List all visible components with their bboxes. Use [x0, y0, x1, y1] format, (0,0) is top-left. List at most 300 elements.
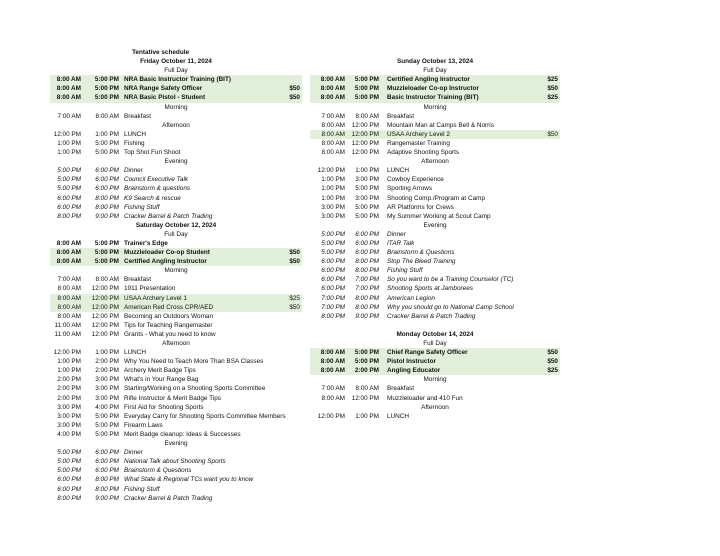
session-title: Rifle Instructor & Merit Badge Tips [124, 394, 221, 402]
session-title: Breakfast [387, 385, 414, 393]
schedule-row [310, 257, 560, 266]
session-title: Stop The Bleed Training [387, 258, 456, 266]
day-heading [50, 57, 302, 66]
schedule-row [50, 148, 302, 157]
price: $50 [289, 94, 300, 102]
schedule-row [50, 475, 302, 484]
end-time: 5:00 PM [95, 412, 119, 420]
price: $50 [547, 349, 558, 357]
start-time: 6:00 PM [321, 276, 345, 284]
section-label: Afternoon [421, 158, 449, 166]
section-label: Evening [164, 440, 188, 448]
section-heading [50, 66, 302, 75]
schedule-row [50, 194, 302, 203]
section-label: Evening [164, 158, 188, 166]
schedule-row [50, 75, 302, 84]
section-label: Full Day [164, 230, 188, 238]
schedule-row [310, 239, 560, 248]
session-title: NRA Basic Instructor Training (BIT) [124, 76, 231, 84]
end-time: 5:00 PM [354, 94, 379, 102]
start-time: 1:00 PM [321, 194, 345, 202]
end-time: 5:00 PM [94, 85, 119, 93]
schedule-row [50, 284, 302, 293]
session-title: Fishing Stuff [387, 267, 423, 275]
schedule-row [50, 421, 302, 430]
schedule-row [310, 357, 560, 366]
heading-text: Sunday October 13, 2024 [396, 58, 473, 66]
start-time: 6:00 PM [321, 258, 345, 266]
schedule-row [310, 284, 560, 293]
schedule-row [310, 212, 560, 221]
heading-text: Monday October 14, 2024 [396, 330, 474, 338]
start-time: 8:00 AM [57, 312, 81, 320]
section-label: Afternoon [162, 340, 190, 347]
schedule-row [310, 130, 560, 139]
schedule-row [50, 203, 302, 212]
section-heading [310, 375, 560, 384]
end-time: 8:00 AM [355, 112, 379, 120]
start-time: 8:00 AM [56, 258, 81, 266]
session-title: Breakfast [387, 112, 414, 120]
section-label: Full Day [164, 67, 188, 75]
start-time: 8:00 AM [321, 149, 345, 157]
schedule-row [310, 175, 560, 184]
end-time: 5:00 PM [354, 349, 379, 357]
end-time: 7:00 PM [355, 285, 379, 293]
end-time: 8:00 PM [95, 476, 119, 484]
end-time: 6:00 PM [95, 458, 119, 466]
schedule-row [50, 403, 302, 412]
session-title: NRA Range Safety Officer [124, 85, 203, 93]
session-title: LUNCH [124, 130, 147, 138]
schedule-row [50, 212, 302, 221]
end-time: 5:00 PM [94, 94, 119, 102]
start-time: 3:00 PM [57, 403, 81, 411]
start-time: 5:00 PM [57, 467, 81, 475]
start-time: 1:00 PM [321, 176, 345, 184]
end-time: 5:00 PM [354, 85, 379, 93]
section-heading [310, 103, 560, 112]
start-time: 6:00 PM [57, 203, 81, 211]
session-title: Why You Need to Teach More Than BSA Classes [124, 358, 264, 366]
schedule-row [310, 84, 560, 93]
session-title: First Aid for Shooting Sports [124, 403, 204, 411]
price: $50 [547, 358, 558, 366]
session-title: Fishing Stuff [124, 485, 160, 493]
start-time: 5:00 PM [321, 239, 345, 247]
end-time: 12:00 PM [91, 312, 119, 320]
schedule-row [310, 148, 560, 157]
session-title: Cracker Barrel & Patch Trading [387, 312, 476, 320]
session-title: AR Platforms for Crews [387, 203, 454, 211]
session-title: Adaptive Shooting Sports [387, 149, 460, 157]
price: $25 [547, 76, 558, 84]
session-title: NRA Basic Pistol - Student [124, 94, 206, 102]
schedule-row [310, 75, 560, 84]
start-time: 8:00 AM [56, 76, 81, 84]
end-time: 8:00 PM [355, 267, 379, 275]
schedule-row [50, 466, 302, 475]
schedule-row [50, 357, 302, 366]
section-label: Morning [164, 103, 188, 111]
schedule-row [50, 257, 302, 266]
schedule-row [50, 93, 302, 102]
start-time: 1:00 PM [57, 358, 81, 366]
end-time: 12:00 PM [351, 121, 379, 129]
start-time: 12:00 PM [53, 130, 81, 138]
start-time: 2:00 PM [57, 376, 81, 384]
start-time: 11:00 AM [54, 330, 81, 338]
section-label: Full Day [423, 340, 447, 347]
session-title: Firearm Laws [124, 421, 163, 429]
start-time: 8:00 AM [320, 349, 345, 357]
session-title: Cowboy Experience [387, 176, 444, 184]
start-time: 5:00 PM [57, 458, 81, 466]
schedule-row [50, 184, 302, 193]
end-time: 12:00 PM [351, 130, 379, 138]
schedule-row [50, 430, 302, 439]
session-title: Pistol Instructor [387, 358, 437, 366]
start-time: 2:00 PM [57, 394, 81, 402]
schedule-row [310, 366, 560, 375]
schedule-row [310, 139, 560, 148]
end-time: 6:00 PM [95, 185, 119, 193]
session-title: So you want to be a Training Counselor (TC) [387, 276, 514, 284]
start-time: 1:00 PM [321, 185, 345, 193]
session-title: Trainer's Edge [124, 239, 168, 247]
day-heading [310, 57, 560, 66]
start-time: 8:00 AM [321, 394, 345, 402]
start-time: 6:00 PM [321, 285, 345, 293]
price: $50 [547, 85, 558, 93]
session-title: Becoming an Outdoors Woman [124, 312, 214, 320]
schedule-row [310, 275, 560, 284]
schedule-row [310, 194, 560, 203]
end-time: 8:00 PM [355, 303, 379, 311]
end-time: 6:00 PM [95, 167, 119, 175]
start-time: 8:00 AM [320, 358, 345, 366]
schedule-row [310, 394, 560, 403]
start-time: 8:00 PM [321, 312, 345, 320]
end-time: 5:00 PM [95, 430, 119, 438]
session-title: Fishing [124, 139, 145, 147]
start-time: 8:00 AM [56, 94, 81, 102]
schedule-row [310, 348, 560, 357]
session-title: Chief Range Safety Officer [387, 349, 468, 357]
start-time: 8:00 AM [320, 94, 345, 102]
session-title: Brainstorm & questions [124, 185, 191, 193]
end-time: 5:00 PM [355, 212, 379, 220]
session-title: Angling Educator [387, 367, 441, 375]
schedule-row [50, 375, 302, 384]
start-time: 8:00 PM [57, 494, 81, 502]
session-title: Grants - What you need to know [124, 330, 216, 338]
schedule-row [310, 230, 560, 239]
session-title: Starting/Working on a Shooting Sports Committee [124, 385, 266, 393]
end-time: 1:00 PM [355, 167, 379, 175]
end-time: 2:00 PM [95, 367, 119, 375]
section-heading [310, 403, 560, 412]
schedule-row [50, 112, 302, 121]
price: $50 [289, 249, 300, 257]
section-heading [50, 103, 302, 112]
end-time: 6:00 PM [355, 239, 379, 247]
session-title: Everyday Carry for Shooting Sports Committee Members [124, 412, 286, 420]
session-title: LUNCH [387, 412, 410, 420]
session-title: Certified Angling Instructor [124, 258, 207, 266]
session-title: What State & Regional TCs want you to know [124, 476, 254, 484]
end-time: 5:00 PM [355, 185, 379, 193]
session-title: American Legion [387, 294, 435, 302]
start-time: 11:00 AM [54, 321, 81, 329]
section-label: Afternoon [162, 121, 190, 129]
start-time: 7:00 AM [321, 112, 345, 120]
schedule-row [310, 248, 560, 257]
schedule-row [50, 303, 302, 312]
schedule-row [50, 175, 302, 184]
start-time: 8:00 AM [321, 121, 345, 129]
start-time: 6:00 PM [321, 267, 345, 275]
heading-text: Saturday October 12, 2024 [135, 221, 217, 229]
end-time: 1:00 PM [355, 412, 379, 420]
session-title: Muzzleloader Co-op Instructor [387, 85, 479, 93]
start-time: 8:00 AM [321, 130, 345, 138]
heading-text: Tentative schedule [132, 49, 190, 56]
end-time: 8:00 PM [355, 294, 379, 302]
friday-saturday-column [50, 48, 302, 503]
section-label: Morning [164, 267, 188, 275]
price: $50 [547, 130, 558, 138]
start-time: 8:00 AM [320, 367, 345, 375]
end-time: 3:00 PM [95, 385, 119, 393]
end-time: 3:00 PM [355, 194, 379, 202]
start-time: 3:00 PM [321, 203, 345, 211]
sunday-monday-column [310, 48, 560, 421]
end-time: 1:00 PM [95, 349, 119, 357]
schedule-row [50, 448, 302, 457]
spacer [310, 48, 560, 57]
end-time: 5:00 PM [95, 139, 119, 147]
section-heading [50, 157, 302, 166]
start-time: 8:00 AM [56, 249, 81, 257]
price: $25 [289, 294, 300, 302]
end-time: 5:00 PM [95, 421, 119, 429]
end-time: 6:00 PM [95, 176, 119, 184]
start-time: 8:00 AM [57, 285, 81, 293]
start-time: 8:00 AM [57, 294, 81, 302]
start-time: 8:00 AM [56, 85, 81, 93]
schedule-row [50, 366, 302, 375]
end-time: 5:00 PM [94, 76, 119, 84]
end-time: 9:00 PM [95, 212, 119, 220]
start-time: 5:00 PM [57, 449, 81, 457]
start-time: 7:00 PM [321, 303, 345, 311]
schedule-row [310, 203, 560, 212]
session-title: Mountain Man at Camps Bell & Norris [387, 121, 494, 129]
start-time: 7:00 AM [57, 276, 81, 284]
schedule-row [50, 494, 302, 503]
start-time: 12:00 PM [53, 349, 81, 357]
price: $50 [289, 85, 300, 93]
schedule-row [50, 166, 302, 175]
session-title: Cracker Barrel & Patch Trading [124, 212, 213, 220]
start-time: 3:00 PM [57, 412, 81, 420]
end-time: 6:00 PM [95, 467, 119, 475]
day-heading [50, 221, 302, 230]
end-time: 12:00 PM [351, 149, 379, 157]
start-time: 8:00 AM [320, 76, 345, 84]
schedule-row [310, 112, 560, 121]
end-time: 8:00 PM [355, 258, 379, 266]
section-label: Morning [423, 103, 447, 111]
schedule-row [310, 184, 560, 193]
session-title: Basic Instructor Training (BIT) [387, 94, 479, 102]
schedule-row [310, 312, 560, 321]
session-title: Merit Badge cleanup: Ideas & Successes [124, 430, 241, 438]
start-time: 2:00 PM [57, 385, 81, 393]
start-time: 8:00 AM [57, 303, 81, 311]
session-title: 1911 Presentation [124, 285, 176, 293]
schedule-row [310, 384, 560, 393]
start-time: 4:00 PM [57, 430, 81, 438]
session-title: USAA Archery Level 2 [387, 130, 450, 138]
end-time: 3:00 PM [95, 394, 119, 402]
start-time: 8:00 AM [56, 239, 81, 247]
session-title: Certified Angling Instructor [387, 76, 470, 84]
schedule-row [50, 384, 302, 393]
start-time: 3:00 PM [321, 212, 345, 220]
end-time: 5:00 PM [95, 149, 119, 157]
session-title: What's in Your Range Bag [124, 376, 199, 384]
session-title: Muzzleloader Co-op Student [124, 249, 210, 257]
session-title: American Red Cross CPR/AED [124, 303, 214, 311]
section-heading [310, 339, 560, 348]
schedule-row [310, 93, 560, 102]
start-time: 1:00 PM [57, 367, 81, 375]
section-heading [310, 221, 560, 230]
end-time: 12:00 PM [91, 294, 119, 302]
session-title: Why you should go to National Camp School [387, 303, 514, 311]
schedule-row [310, 294, 560, 303]
section-heading [50, 339, 302, 348]
end-time: 1:00 PM [95, 130, 119, 138]
session-title: K9 Search & rescue [124, 194, 181, 202]
end-time: 2:00 PM [354, 367, 379, 375]
schedule-row [50, 239, 302, 248]
start-time: 7:00 AM [321, 385, 345, 393]
schedule-row [310, 412, 560, 421]
session-title: USAA Archery Level 1 [124, 294, 187, 302]
price: $50 [289, 258, 300, 266]
document-title [50, 48, 302, 57]
schedule-row [50, 457, 302, 466]
start-time: 1:00 PM [57, 139, 81, 147]
start-time: 7:00 AM [57, 112, 81, 120]
section-heading [310, 66, 560, 75]
schedule-row [50, 130, 302, 139]
section-label: Afternoon [421, 403, 449, 411]
section-heading [310, 157, 560, 166]
end-time: 5:00 PM [354, 358, 379, 366]
schedule-row [50, 348, 302, 357]
session-title: Dinner [124, 167, 143, 175]
session-title: Breakfast [124, 112, 151, 120]
end-time: 8:00 AM [355, 385, 379, 393]
session-title: Fishing Stuff [124, 203, 160, 211]
start-time: 8:00 PM [57, 212, 81, 220]
start-time: 1:00 PM [57, 149, 81, 157]
schedule-row [50, 312, 302, 321]
end-time: 6:00 PM [355, 249, 379, 257]
end-time: 5:00 PM [94, 258, 119, 266]
end-time: 12:00 PM [351, 139, 379, 147]
heading-text: Friday October 11, 2024 [140, 58, 212, 66]
schedule-row [50, 248, 302, 257]
day-heading [310, 330, 560, 339]
section-label: Evening [423, 221, 447, 229]
section-heading [50, 266, 302, 275]
schedule-row [310, 166, 560, 175]
session-title: Top Shot Fun Shoot [124, 149, 181, 157]
end-time: 9:00 PM [95, 494, 119, 502]
end-time: 12:00 PM [351, 394, 379, 402]
session-title: Muzzleloader and 410 Fun [387, 394, 463, 402]
end-time: 3:00 PM [355, 176, 379, 184]
spacer [310, 321, 560, 330]
session-title: Sporting Arrows [387, 185, 433, 193]
start-time: 8:00 AM [320, 85, 345, 93]
price: $50 [289, 303, 300, 311]
session-title: Rangemaster Training [387, 139, 450, 147]
start-time: 5:00 PM [57, 167, 81, 175]
price: $25 [547, 94, 558, 102]
session-title: ITAR Talk [387, 239, 415, 247]
schedule-row [50, 139, 302, 148]
end-time: 8:00 PM [95, 203, 119, 211]
schedule-row [50, 321, 302, 330]
schedule-row [310, 303, 560, 312]
end-time: 7:00 PM [355, 276, 379, 284]
start-time: 6:00 PM [57, 476, 81, 484]
session-title: LUNCH [124, 349, 147, 357]
session-title: Shooting Comp./Program at Camp [387, 194, 486, 202]
section-label: Full Day [423, 67, 447, 75]
start-time: 5:00 PM [321, 230, 345, 238]
start-time: 5:00 PM [57, 185, 81, 193]
section-label: Morning [423, 376, 447, 384]
session-title: My Summer Working at Scout Camp [387, 212, 491, 220]
price: $25 [547, 367, 558, 375]
end-time: 12:00 PM [91, 330, 119, 338]
session-title: Shooting Sports at Jamborees [387, 285, 473, 293]
section-heading [50, 230, 302, 239]
end-time: 8:00 PM [95, 194, 119, 202]
session-title: Cracker Barrel & Patch Trading [124, 494, 213, 502]
schedule-row [310, 266, 560, 275]
start-time: 7:00 PM [321, 294, 345, 302]
start-time: 6:00 PM [57, 194, 81, 202]
end-time: 8:00 AM [95, 112, 119, 120]
start-time: 5:00 PM [57, 176, 81, 184]
start-time: 8:00 AM [321, 139, 345, 147]
session-title: Tips for Teaching Rangemaster [124, 321, 213, 329]
start-time: 12:00 PM [317, 412, 345, 420]
end-time: 8:00 PM [95, 485, 119, 493]
end-time: 8:00 AM [95, 276, 119, 284]
session-title: National Talk about Shooting Sports [124, 458, 226, 466]
end-time: 12:00 PM [91, 303, 119, 311]
schedule-row [50, 330, 302, 339]
